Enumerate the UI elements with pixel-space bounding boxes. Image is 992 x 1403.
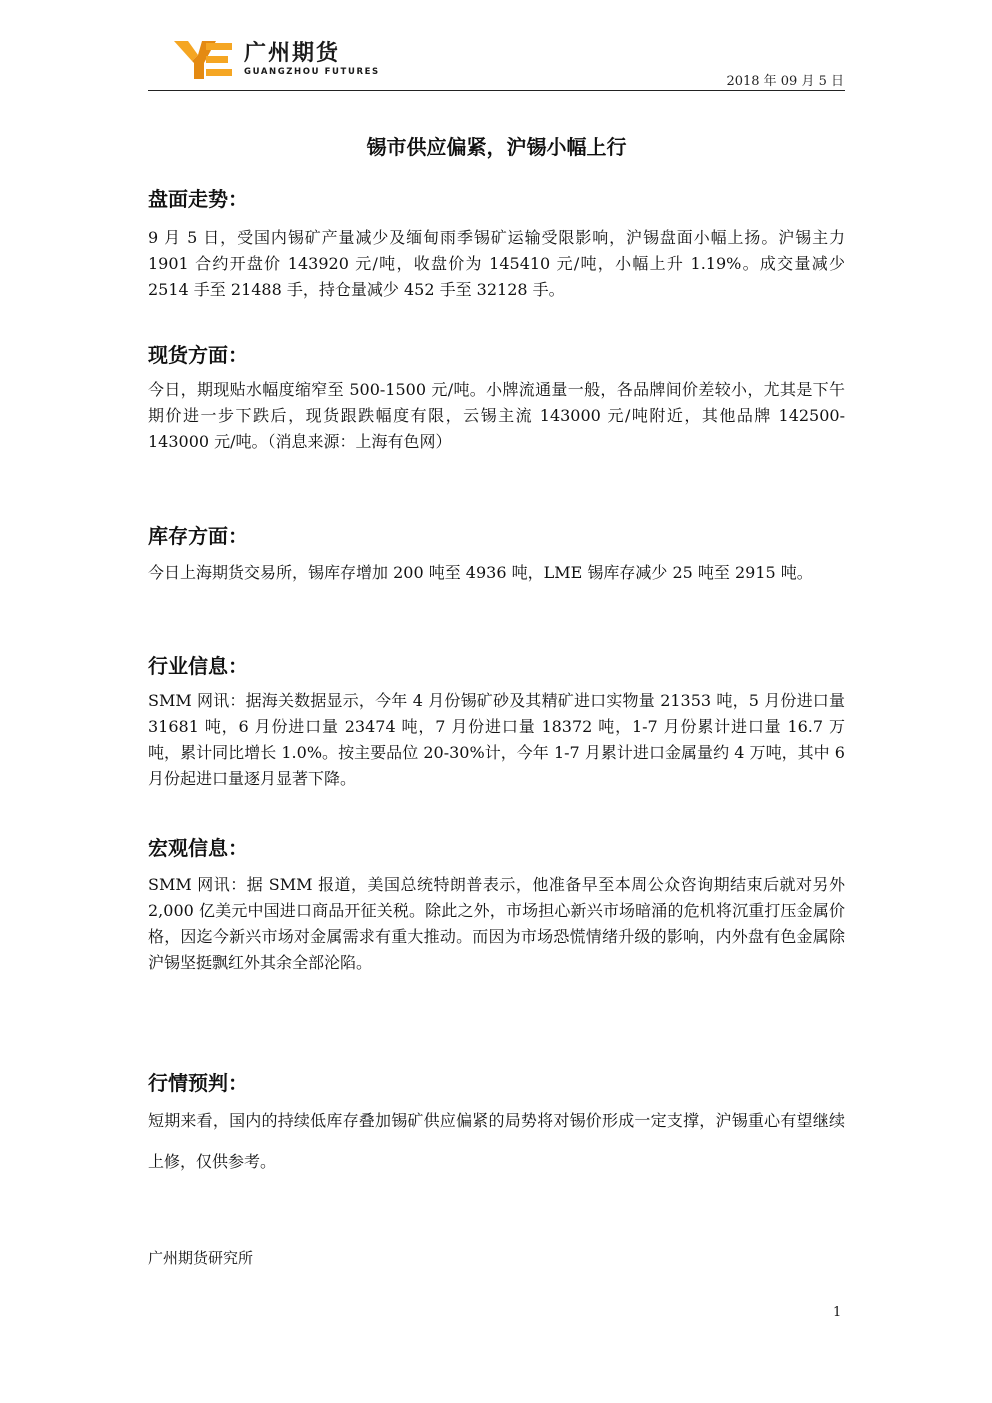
section-heading: 库存方面： — [148, 524, 248, 548]
section-body: SMM 网讯：据 SMM 报道，美国总统特朗普表示，他准备早至本周公众咨询期结束后就对另外 2,000 亿美元中国进口商品开征关税。除此之外，市场担心新兴市场暗涌的危机将沉重打压金属价格，因迄今新兴市场对金属需求有重大推动。而因为市场恐慌情绪升级的影响，内外盘有色金属除沪锡坚挺飘红外其余全部沦陷。 — [148, 875, 845, 972]
section-body: SMM 网讯：据海关数据显示，今年 4 月份锡矿砂及其精矿进口实物量 21353 吨，5 月份进口量 31681 吨，6 月份进口量 23474 吨，7 月份进口量 18372 吨，1-7 月份累计进口量 16.7 万吨，累计同比增长 1.0%。按主要品位 20-30%计，今年 1-7 月累计进口金属量约 4 万吨，其中 6 月份起进口量逐月显著下降。 — [148, 691, 845, 788]
logo-english-name: GUANGZHOU FUTURES — [244, 67, 380, 77]
section-heading: 行业信息： — [148, 654, 248, 678]
section-industry — [148, 652, 845, 792]
section-body: 9 月 5 日，受国内锡矿产量减少及缅甸雨季锡矿运输受限影响，沪锡盘面小幅上扬。沪锡主力 1901 合约开盘价 143920 元/吨，收盘价为 145410 元/吨，小幅上升 1.19%。成交量减少 2514 手至 21488 手，持仓量减少 452 手至 32128 手。 — [148, 228, 845, 299]
company-logo — [172, 38, 380, 82]
section-body: 短期来看，国内的持续低库存叠加锡矿供应偏紧的局势将对锡价形成一定支撑，沪锡重心有望继续上修，仅供参考。 — [148, 1111, 845, 1171]
page-number: 1 — [833, 1305, 842, 1320]
section-heading: 现货方面： — [148, 343, 248, 367]
section-outlook — [148, 1069, 845, 1182]
logo-chinese-name: 广州期货 — [244, 41, 341, 66]
footer-organization: 广州期货研究所 — [148, 1249, 254, 1267]
section-heading: 盘面走势： — [148, 187, 248, 211]
header-divider — [148, 90, 845, 91]
section-market-trend — [148, 185, 845, 303]
section-inventory — [148, 522, 845, 586]
section-macro — [148, 834, 845, 976]
logo-mark-icon — [172, 39, 236, 81]
section-heading: 宏观信息： — [148, 836, 248, 860]
report-date: 2018 年 09 月 5 日 — [726, 74, 844, 89]
section-body: 今日，期现贴水幅度缩窄至 500-1500 元/吨。小牌流通量一般，各品牌间价差较小，尤其是下午期价进一步下跌后，现货跟跌幅度有限，云锡主流 143000 元/吨附近，其他品牌 142500-143000 元/吨。（消息来源：上海有色网） — [148, 380, 845, 451]
section-body: 今日上海期货交易所，锡库存增加 200 吨至 4936 吨，LME 锡库存减少 25 吨至 2915 吨。 — [148, 563, 813, 582]
report-title: 锡市供应偏紧，沪锡小幅上行 — [366, 135, 627, 159]
section-spot — [148, 341, 845, 455]
section-heading: 行情预判： — [148, 1071, 248, 1095]
